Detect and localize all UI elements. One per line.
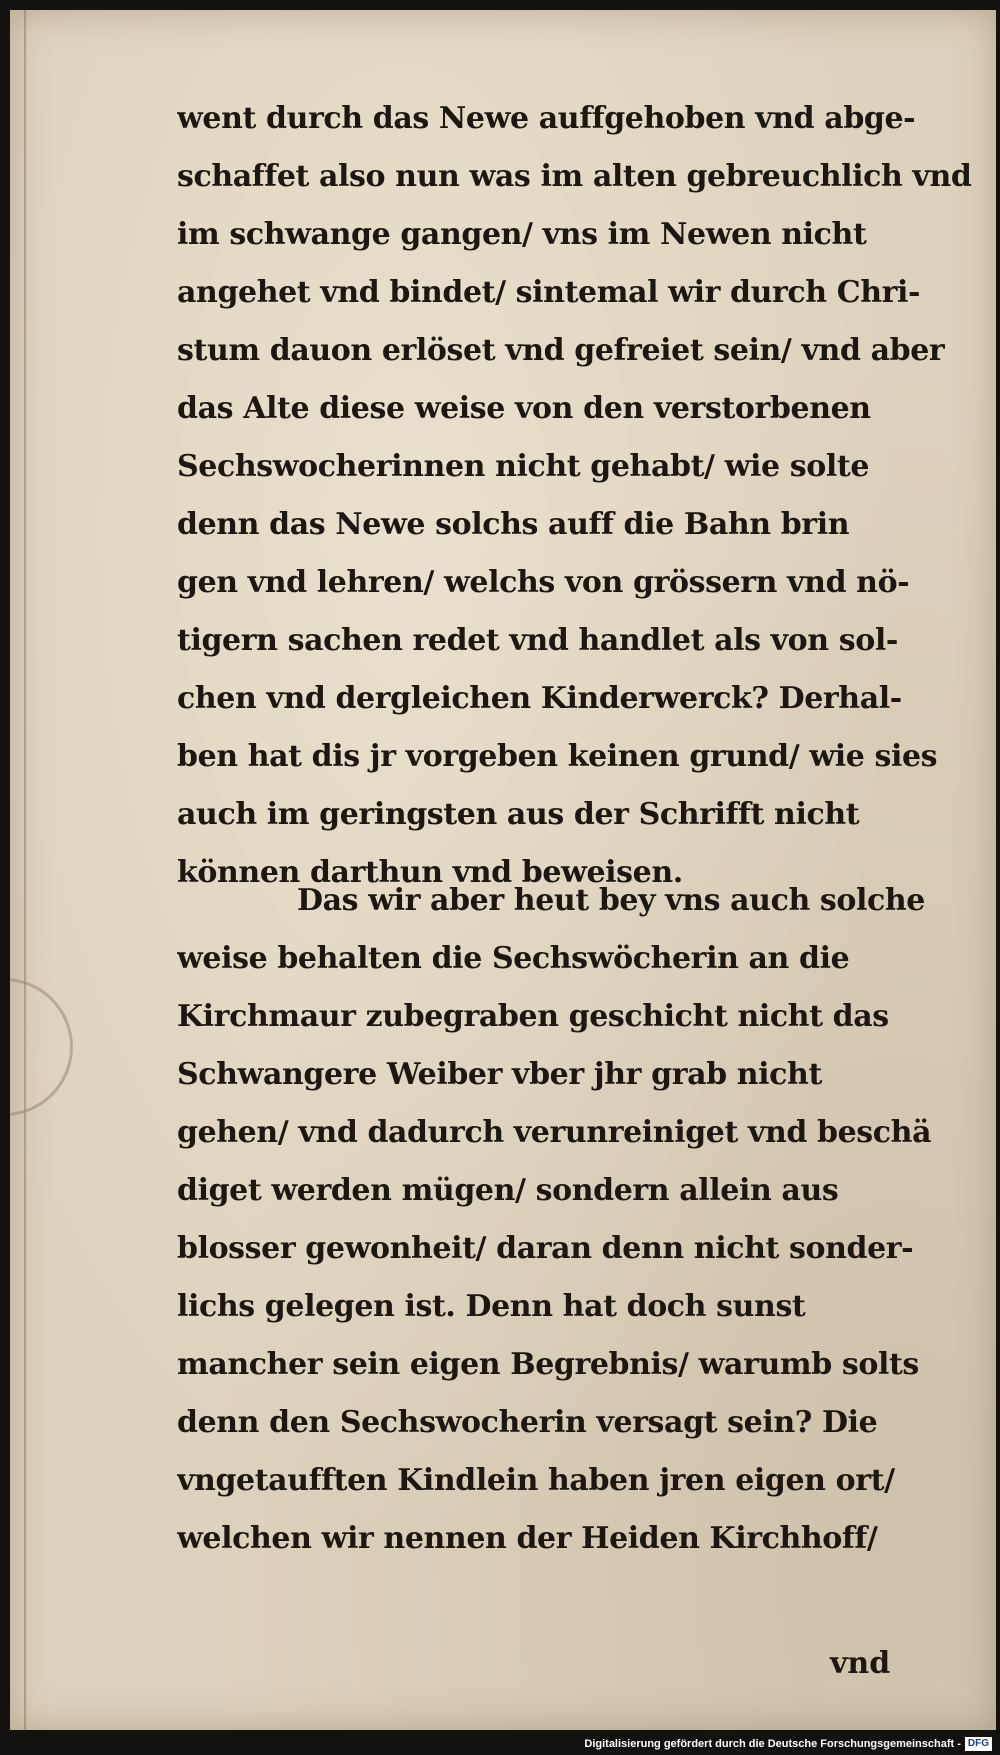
text-line: Kirchmaur zubegraben geschicht nicht das	[177, 999, 889, 1034]
text-line: angehet vnd bindet/ sintemal wir durch Chri-	[177, 275, 921, 310]
text-line: diget werden mügen/ sondern allein aus	[177, 1173, 839, 1208]
text-line: went durch das Newe auffgehoben vnd abge-	[177, 101, 916, 136]
text-line: Schwangere Weiber vber jhr grab nicht	[177, 1057, 822, 1092]
text-line: tigern sachen redet vnd handlet als von sol-	[177, 623, 898, 658]
text-line: schaffet also nun was im alten gebreuchlich vnd	[177, 159, 972, 194]
text-line: können darthun vnd beweisen.	[177, 855, 683, 890]
text-line: denn den Sechswocherin versagt sein? Die	[177, 1405, 878, 1440]
text-line: stum dauon erlöset vnd gefreiet sein/ vnd aber	[177, 333, 945, 368]
paragraph-2	[177, 872, 977, 1568]
page-spine-edge	[24, 10, 27, 1730]
digitization-credit	[584, 1733, 992, 1755]
text-line: welchen wir nennen der Heiden Kirchhoff/	[177, 1521, 878, 1556]
binding-clasp-mark	[10, 978, 73, 1116]
text-line: auch im geringsten aus der Schrifft nicht	[177, 797, 860, 832]
catchword: vnd	[830, 1646, 891, 1681]
text-line: ben hat dis jr vorgeben keinen grund/ wie sies	[177, 739, 938, 774]
text-line: Das wir aber heut bey vns auch solche	[297, 883, 925, 918]
book-page	[10, 10, 996, 1730]
text-line: weise behalten die Sechswöcherin an die	[177, 941, 850, 976]
dfg-logo: DFG	[965, 1737, 992, 1751]
text-line: denn das Newe solchs auff die Bahn brin	[177, 507, 850, 542]
text-line: chen vnd dergleichen Kinderwerck? Derhal-	[177, 681, 902, 716]
text-line: gen vnd lehren/ welchs von grössern vnd nö-	[177, 565, 910, 600]
text-line: mancher sein eigen Begrebnis/ warumb solts	[177, 1347, 919, 1382]
paragraph-1	[177, 90, 977, 902]
text-line: das Alte diese weise von den verstorbenen	[177, 391, 871, 426]
text-line: lichs gelegen ist. Denn hat doch sunst	[177, 1289, 806, 1324]
text-line: gehen/ vnd dadurch verunreiniget vnd beschä	[177, 1115, 932, 1150]
text-line: im schwange gangen/ vns im Newen nicht	[177, 217, 867, 252]
credit-text: Digitalisierung gefördert durch die Deutsche Forschungsgemeinschaft -	[584, 1738, 961, 1750]
text-line: Sechswocherinnen nicht gehabt/ wie solte	[177, 449, 870, 484]
text-line: blosser gewonheit/ daran denn nicht sonder-	[177, 1231, 914, 1266]
text-line: vngetaufften Kindlein haben jren eigen ort/	[177, 1463, 895, 1498]
